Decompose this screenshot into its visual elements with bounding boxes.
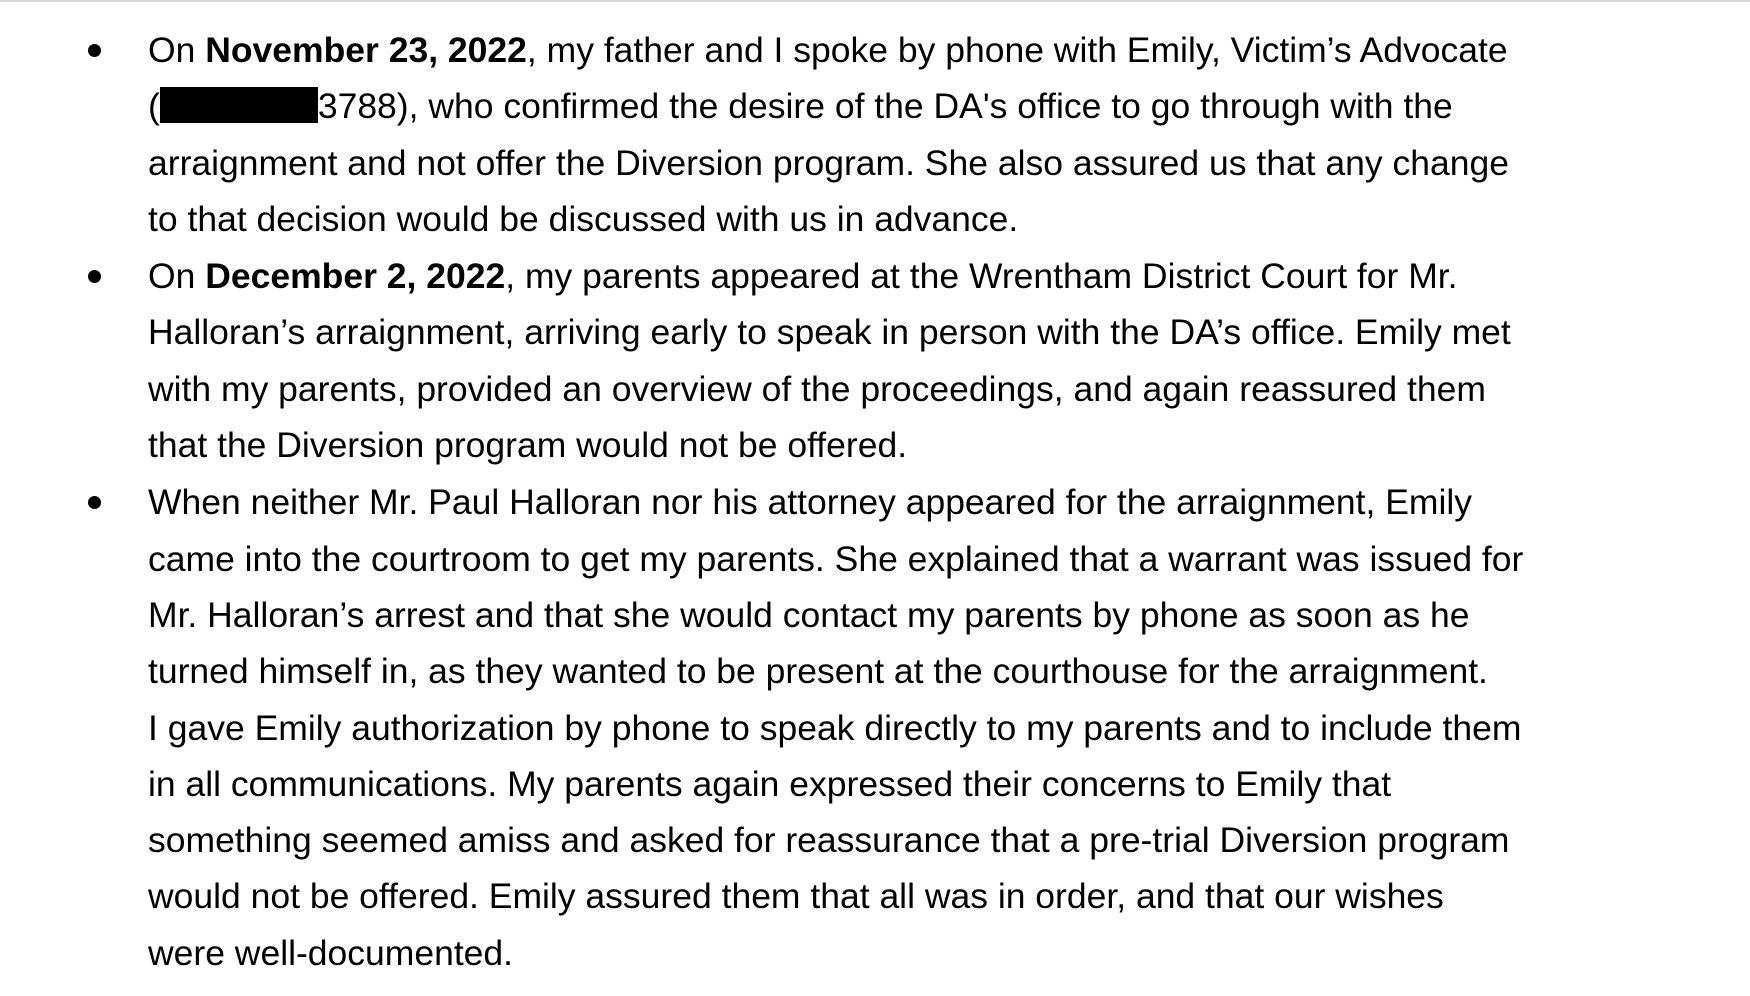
bullet-list [0, 22, 1750, 981]
text-run: On [148, 256, 206, 297]
redaction-block [160, 87, 318, 123]
text-line: that the Diversion program would not be offered. [148, 425, 908, 466]
bullet-dot-icon [88, 44, 101, 57]
text-line [148, 78, 1680, 134]
text-line: arraignment and not offer the Diversion program. She also assured us that any change [148, 142, 1509, 183]
text-line: Mr. Halloran’s arrest and that she would contact my parents by phone as soon as he [148, 594, 1470, 635]
text-line: Halloran’s arraignment, arriving early to speak in person with the DA’s office. Emily met [148, 312, 1511, 353]
text-run: On [148, 30, 206, 70]
text-line: turned himself in, as they wanted to be present at the courthouse for the arraignment. [148, 651, 1488, 692]
text-line: in all communications. My parents again expressed their concerns to Emily that [148, 763, 1392, 804]
bullet-dot-icon [88, 270, 101, 283]
text-run: 3788), who confirmed the desire of the DA's office to go through with the [317, 86, 1453, 127]
bullet-dot-icon [88, 496, 101, 509]
document-body [0, 22, 1750, 982]
text-line: with my parents, provided an overview of the proceedings, and again reassured them [148, 368, 1486, 409]
text-line: to that decision would be discussed with us in advance. [148, 198, 1019, 239]
text-run: , my father and I spoke by phone with Emily, Victim’s Advocate [526, 30, 1508, 70]
date-emphasis: November 23, 2022 [205, 30, 527, 70]
text-line [148, 22, 1680, 78]
text-line: came into the courtroom to get my parents. She explained that a warrant was issued for [148, 538, 1524, 579]
bullet-item-december-2 [0, 248, 1750, 473]
page-top-border [0, 0, 1750, 2]
text-line: were well-documented. [148, 932, 514, 973]
bullet-item-november-23 [0, 22, 1750, 247]
text-line: something seemed amiss and asked for reassurance that a pre-trial Diversion program [148, 820, 1510, 861]
text-run: ( [148, 86, 160, 127]
text-line: I gave Emily authorization by phone to speak directly to my parents and to include them [148, 707, 1522, 748]
date-emphasis: December 2, 2022 [205, 256, 506, 297]
text-line [148, 248, 1680, 304]
bullet-item-arraignment-no-show [0, 474, 1750, 981]
text-line: When neither Mr. Paul Halloran nor his attorney appeared for the arraignment, Emily [148, 482, 1473, 523]
text-line: would not be offered. Emily assured them that all was in order, and that our wishes [148, 876, 1444, 917]
text-run: , my parents appeared at the Wrentham District Court for Mr. [505, 256, 1458, 297]
